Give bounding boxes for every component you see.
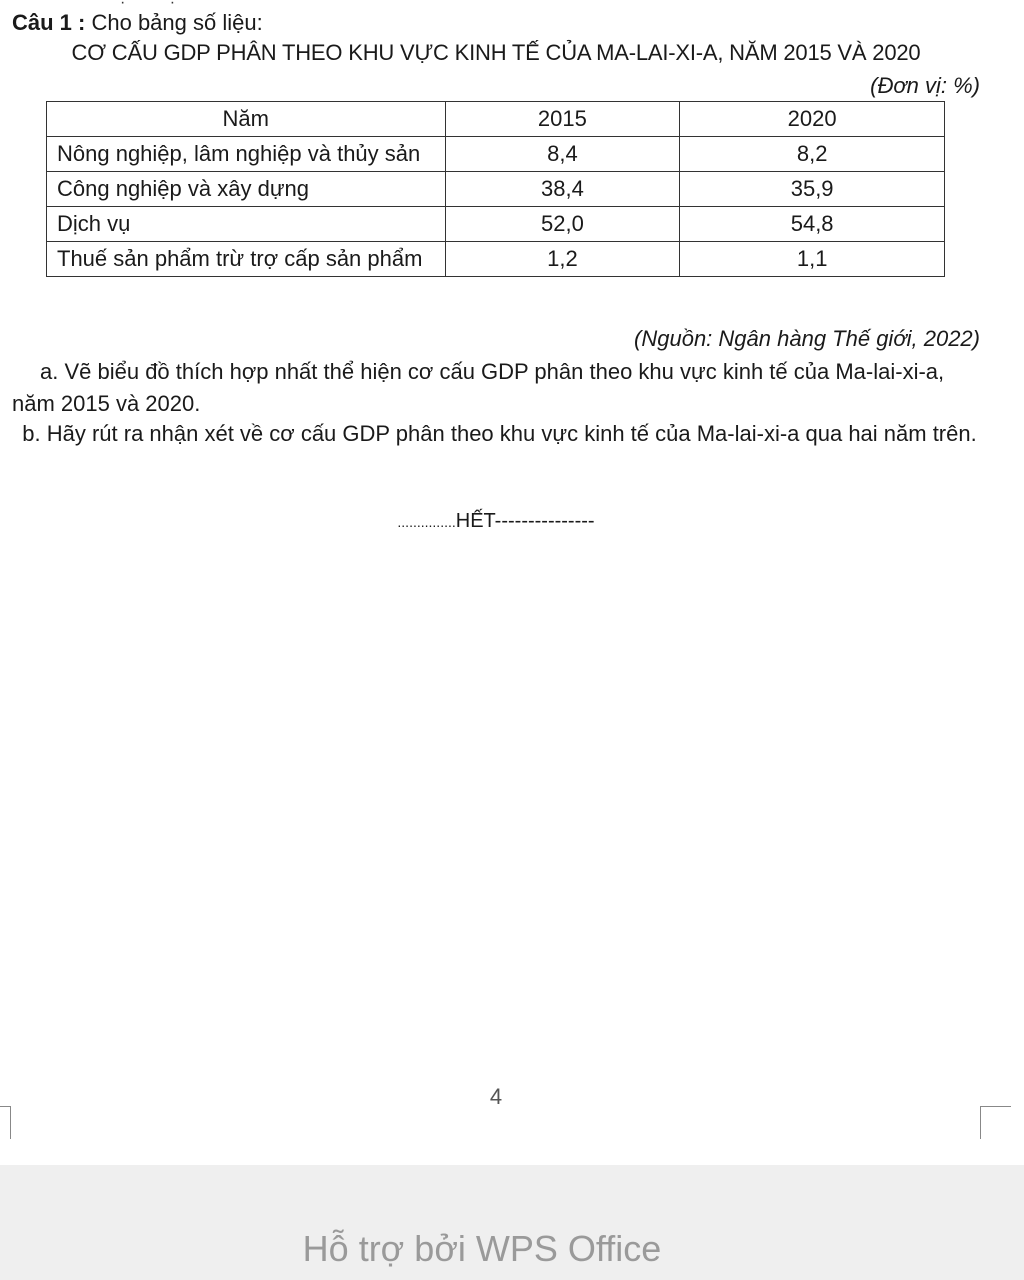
header-2020: 2020 [680,102,945,137]
question-heading [12,10,263,36]
table-source: (Nguồn: Ngân hàng Thế giới, 2022) [634,326,980,351]
cell-2015: 1,2 [445,242,680,277]
cell-2020: 8,2 [680,137,945,172]
table-row [47,242,945,277]
task-a: a. Vẽ biểu đồ thích hợp nhất thể hiện cơ cấu GDP phân theo khu vực kinh tế của Ma-lai-xi-a, năm 2015 và 2020. [12,359,945,416]
task-b: b. Hãy rút ra nhận xét về cơ cấu GDP phân theo khu vực kinh tế của Ma-lai-xi-a qua hai năm trên. [22,421,977,446]
cell-2020: 54,8 [680,207,945,242]
table-row [47,172,945,207]
header-year: Năm [47,102,446,137]
question-number: Câu 1 : [12,10,86,35]
page-corner-left [0,1106,11,1139]
table-row [47,137,945,172]
page-top-dots: · · [120,0,196,11]
question-prompt: Cho bảng số liệu: [85,10,263,35]
cell-2015: 52,0 [445,207,680,242]
page-corner-right [980,1106,1011,1139]
row-label: Nông nghiệp, lâm nghiệp và thủy sản [47,137,446,172]
cell-2020: 1,1 [680,242,945,277]
header-2015: 2015 [445,102,680,137]
end-mark-tail: --------------- [494,510,595,532]
cell-2015: 38,4 [445,172,680,207]
row-label: Dịch vụ [47,207,446,242]
page-number: 4 [489,1084,503,1109]
end-mark-text: HẾT [455,510,495,532]
row-label: Công nghiệp và xây dựng [47,172,446,207]
row-label: Thuế sản phẩm trừ trợ cấp sản phẩm [47,242,446,277]
wps-banner: Hỗ trợ bởi WPS Office [302,1228,662,1269]
end-mark [0,510,992,533]
gdp-table [46,101,945,277]
end-mark-lead: ............... [397,514,456,530]
table-header-row [47,102,945,137]
table-unit: (Đơn vị: %) [870,73,980,98]
table-row [47,207,945,242]
table-title: CƠ CẤU GDP PHÂN THEO KHU VỰC KINH TẾ CỦA MA-LAI-XI-A, NĂM 2015 VÀ 2020 [71,40,921,65]
cell-2020: 35,9 [680,172,945,207]
cell-2015: 8,4 [445,137,680,172]
